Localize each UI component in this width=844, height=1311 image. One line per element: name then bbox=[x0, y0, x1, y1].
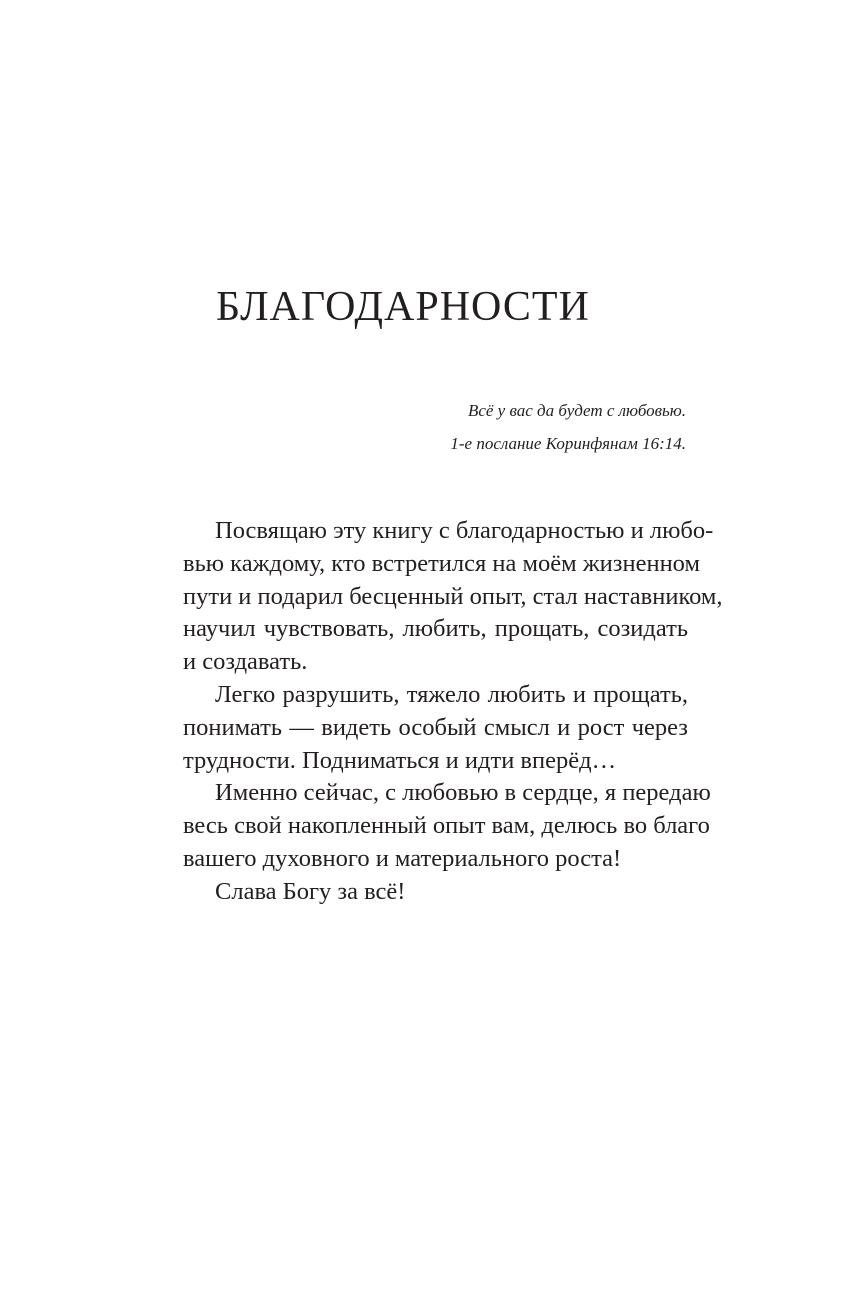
paragraph-1-line-2: вью каждому, кто встретился на моём жизненном bbox=[183, 549, 700, 577]
paragraph-1-line-5: и создавать. bbox=[183, 648, 308, 676]
paragraph-2-line-3: трудности. Подниматься и идти вперёд… bbox=[183, 746, 617, 774]
paragraph-1-line-1: Посвящаю эту книгу с благодарностью и любо- bbox=[215, 517, 714, 544]
paragraph-4-line-1: Слава Богу за всё! bbox=[215, 877, 406, 905]
page-title: БЛАГОДАРНОСТИ bbox=[216, 284, 590, 330]
paragraph-3-line-1: Именно сейчас, с любовью в сердце, я передаю bbox=[215, 779, 711, 807]
body-text bbox=[183, 515, 723, 909]
paragraph-3-line-3: вашего духовного и материального роста! bbox=[183, 844, 622, 872]
paragraph-3-line-2: весь свой накопленный опыт вам, делюсь во благо bbox=[183, 812, 710, 840]
paragraph-1-line-3: пути и подарил бесценный опыт, стал наставником, bbox=[183, 582, 723, 610]
paragraph-1-line-4: научил чувствовать, любить, прощать, созидать bbox=[183, 615, 688, 643]
epigraph-source: 1-е послание Коринфянам 16:14. bbox=[450, 434, 686, 453]
paragraph-2-line-2: понимать — видеть особый смысл и рост через bbox=[183, 713, 688, 741]
paragraph-2-line-1: Легко разрушить, тяжело любить и прощать, bbox=[215, 680, 688, 708]
epigraph bbox=[450, 394, 686, 460]
epigraph-quote: Всё у вас да будет с любовью. bbox=[467, 401, 686, 420]
